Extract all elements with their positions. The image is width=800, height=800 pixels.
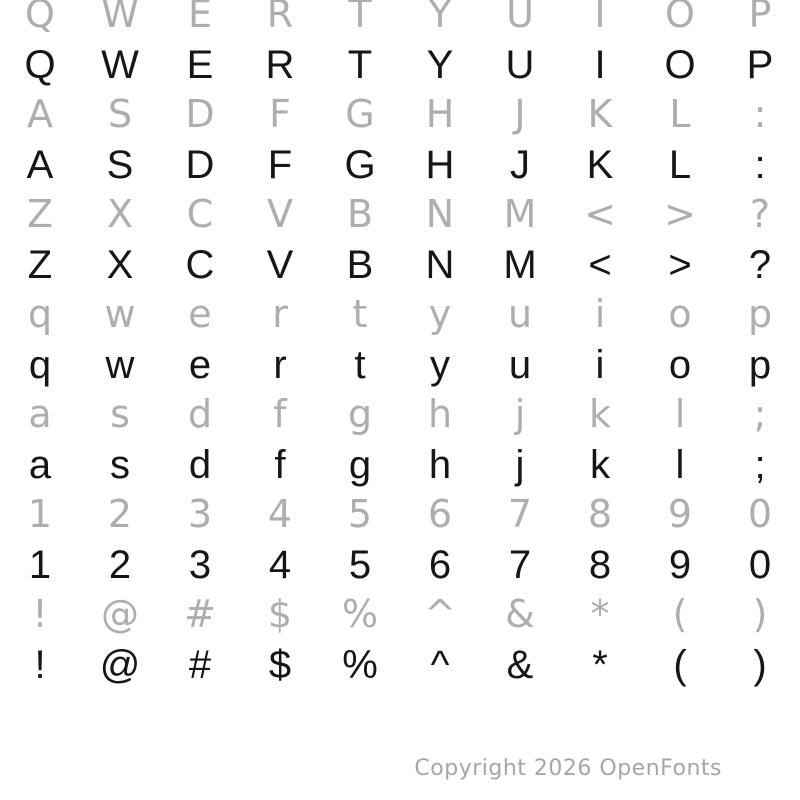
glyph-gray: # [184, 592, 216, 636]
glyph-black: X [106, 243, 134, 287]
glyph-row-pair-lowercase-home-row [0, 392, 800, 500]
glyph-gray: N [425, 192, 455, 236]
glyph-gray: q [27, 292, 53, 336]
glyph-gray: h [427, 392, 453, 436]
glyph-black: T [347, 43, 373, 87]
glyph-row-pair-symbols-row [0, 592, 800, 700]
glyph-black: P [746, 43, 774, 87]
glyph-black: y [430, 343, 450, 387]
glyph-black: ( [673, 643, 687, 687]
glyph-row-pair-lowercase-top-row [0, 292, 800, 400]
glyph-gray: W [101, 0, 139, 36]
glyph-gray: g [347, 392, 373, 436]
glyph-gray: & [505, 592, 535, 636]
glyph-black: w [105, 343, 135, 387]
glyph-row-pair-digits-row [0, 492, 800, 600]
glyph-row-pair-uppercase-bottom-row [0, 192, 800, 300]
sample-row-uppercase-bottom-row [0, 243, 800, 287]
glyph-black: 7 [508, 543, 532, 587]
glyph-gray: 3 [187, 492, 213, 536]
glyph-black: & [506, 643, 534, 687]
glyph-gray: 7 [507, 492, 533, 536]
glyph-black: h [428, 443, 452, 487]
glyph-black: Y [426, 43, 454, 87]
glyph-black: : [754, 143, 766, 187]
glyph-gray: J [514, 92, 526, 136]
glyph-black: U [505, 43, 535, 87]
glyph-black: I [594, 43, 606, 87]
glyph-black: # [188, 643, 212, 687]
glyph-black: C [185, 243, 215, 287]
glyph-gray: p [747, 292, 773, 336]
glyph-gray: i [594, 292, 606, 336]
glyph-black: f [274, 443, 286, 487]
glyph-gray: k [588, 392, 611, 436]
glyph-gray: < [584, 192, 616, 236]
glyph-black: J [510, 143, 530, 187]
glyph-black: F [267, 143, 293, 187]
sample-row-lowercase-home-row [0, 443, 800, 487]
glyph-black: e [188, 343, 212, 387]
glyph-gray: @ [101, 592, 139, 636]
glyph-gray: ( [672, 592, 688, 636]
glyph-gray: 6 [427, 492, 453, 536]
glyph-gray: e [188, 292, 212, 336]
reference-row-uppercase-home-row [0, 92, 800, 136]
glyph-gray: ; [753, 392, 767, 436]
glyph-black: $ [268, 643, 292, 687]
glyph-black: K [586, 143, 614, 187]
glyph-black: u [508, 343, 532, 387]
glyph-gray: A [27, 92, 53, 136]
glyph-black: G [344, 143, 376, 187]
glyph-gray: u [507, 292, 533, 336]
reference-row-lowercase-home-row [0, 392, 800, 436]
glyph-gray: Y [428, 0, 452, 36]
reference-row-digits-row [0, 492, 800, 536]
sample-row-digits-row [0, 543, 800, 587]
glyph-gray: ? [749, 192, 771, 236]
glyph-black: A [26, 143, 54, 187]
glyph-black: 2 [108, 543, 132, 587]
glyph-gray: ! [32, 592, 48, 636]
glyph-gray: * [590, 592, 610, 636]
reference-row-lowercase-top-row [0, 292, 800, 336]
glyph-black: j [515, 443, 525, 487]
glyph-gray: $ [267, 592, 293, 636]
glyph-gray: y [428, 292, 452, 336]
glyph-black: ) [753, 643, 767, 687]
glyph-gray: V [267, 192, 293, 236]
glyph-gray: 2 [107, 492, 133, 536]
glyph-gray: t [352, 292, 368, 336]
glyph-gray: ^ [424, 592, 456, 636]
glyph-gray: H [425, 92, 455, 136]
sample-row-uppercase-home-row [0, 143, 800, 187]
glyph-gray: R [266, 0, 294, 36]
glyph-black: p [748, 343, 772, 387]
glyph-black: 0 [748, 543, 772, 587]
glyph-black: 9 [668, 543, 692, 587]
glyph-gray: U [506, 0, 534, 36]
copyright-text: Copyright 2026 OpenFonts [414, 756, 722, 781]
glyph-gray: S [107, 92, 133, 136]
glyph-gray: M [503, 192, 537, 236]
glyph-black: W [101, 43, 139, 87]
glyph-gray: T [348, 0, 372, 36]
glyph-black: t [354, 343, 366, 387]
sample-row-lowercase-top-row [0, 343, 800, 387]
glyph-gray: % [341, 592, 379, 636]
glyph-gray: > [664, 192, 696, 236]
glyph-gray: G [345, 92, 375, 136]
glyph-black: < [588, 243, 612, 287]
glyph-black: H [425, 143, 455, 187]
glyph-black: q [28, 343, 52, 387]
reference-row-uppercase-top-row [0, 0, 800, 36]
glyph-gray: 1 [27, 492, 53, 536]
glyph-black: M [503, 243, 537, 287]
glyph-gray: r [272, 292, 288, 336]
glyph-black: 1 [28, 543, 52, 587]
glyph-gray: j [514, 392, 526, 436]
glyph-black: s [110, 443, 130, 487]
glyph-black: V [266, 243, 294, 287]
glyph-black: ; [754, 443, 766, 487]
glyph-black: r [273, 343, 287, 387]
glyph-black: 8 [588, 543, 612, 587]
glyph-black: E [186, 43, 214, 87]
glyph-row-pair-uppercase-top-row [0, 0, 800, 100]
glyph-gray: ) [752, 592, 768, 636]
glyph-black: R [265, 43, 295, 87]
glyph-row-pair-uppercase-home-row [0, 92, 800, 200]
glyph-black: * [592, 643, 608, 687]
glyph-black: k [590, 443, 610, 487]
glyph-black: g [348, 443, 372, 487]
glyph-gray: 5 [347, 492, 373, 536]
glyph-black: i [595, 343, 605, 387]
reference-row-symbols-row [0, 592, 800, 636]
glyph-gray: l [674, 392, 686, 436]
glyph-black: o [668, 343, 692, 387]
glyph-gray: I [594, 0, 606, 36]
glyph-black: Z [27, 243, 53, 287]
sample-row-uppercase-top-row [0, 43, 800, 87]
glyph-gray: a [28, 392, 52, 436]
glyph-gray: X [106, 192, 134, 236]
glyph-gray: 8 [587, 492, 613, 536]
glyph-black: O [664, 43, 696, 87]
glyph-black: D [185, 143, 215, 187]
glyph-black: N [425, 243, 455, 287]
glyph-gray: D [185, 92, 215, 136]
glyph-gray: F [269, 92, 291, 136]
glyph-gray: d [187, 392, 213, 436]
glyph-black: S [106, 143, 134, 187]
glyph-black: L [668, 143, 692, 187]
glyph-black: 5 [348, 543, 372, 587]
glyph-black: @ [99, 643, 141, 687]
glyph-black: Q [24, 43, 56, 87]
glyph-gray: : [753, 92, 767, 136]
glyph-gray: Z [26, 192, 54, 236]
glyph-gray: 0 [747, 492, 773, 536]
glyph-gray: s [110, 392, 130, 436]
glyph-gray: Q [25, 0, 55, 36]
glyph-gray: 9 [667, 492, 693, 536]
glyph-gray: K [587, 92, 613, 136]
glyph-black: a [28, 443, 52, 487]
glyph-gray: C [186, 192, 214, 236]
glyph-black: ^ [430, 643, 450, 687]
reference-row-uppercase-bottom-row [0, 192, 800, 236]
glyph-gray: L [669, 92, 691, 136]
glyph-black: % [342, 643, 378, 687]
glyph-black: l [675, 443, 685, 487]
glyph-black: 6 [428, 543, 452, 587]
glyph-gray: o [668, 292, 692, 336]
glyph-gray: B [346, 192, 374, 236]
glyph-gray: 4 [267, 492, 293, 536]
glyph-gray: O [665, 0, 695, 36]
sample-row-symbols-row [0, 643, 800, 687]
glyph-gray: f [273, 392, 287, 436]
glyph-black: ! [34, 643, 46, 687]
glyph-gray: E [187, 0, 212, 36]
glyph-black: 3 [188, 543, 212, 587]
glyph-black: B [346, 243, 374, 287]
glyph-black: d [188, 443, 212, 487]
glyph-black: > [668, 243, 692, 287]
glyph-gray: P [748, 0, 772, 36]
glyph-black: 4 [268, 543, 292, 587]
glyph-gray: w [104, 292, 136, 336]
glyph-black: ? [748, 243, 772, 287]
